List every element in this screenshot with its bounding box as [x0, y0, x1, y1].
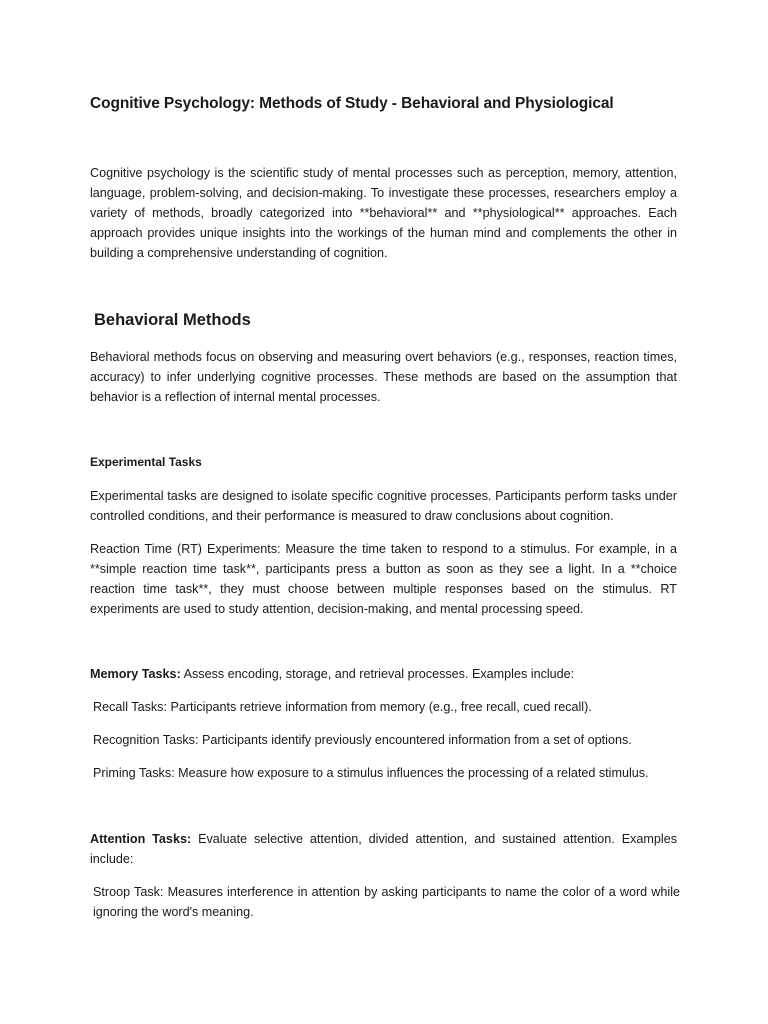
behavioral-intro-paragraph: Behavioral methods focus on observing and measuring overt behaviors (e.g., responses, reaction times, accuracy) to infer underlying cognitive processes. These methods are based on the assumption that behavior is a reflection of internal mental processes. — [90, 350, 677, 404]
list-item-priming-tasks: Priming Tasks: Measure how exposure to a stimulus influences the processing of a related stimulus. — [93, 766, 649, 780]
list-item-recognition-tasks: Recognition Tasks: Participants identify previously encountered information from a set of options. — [93, 733, 632, 747]
document-title: Cognitive Psychology: Methods of Study - Behavioral and Physiological — [90, 95, 614, 112]
behavioral-methods-heading: Behavioral Methods — [94, 311, 251, 329]
memory-tasks-paragraph — [90, 664, 677, 684]
experimental-tasks-heading: Experimental Tasks — [90, 455, 202, 469]
attention-tasks-text: Evaluate selective attention, divided attention, and sustained attention. Examples include: — [90, 832, 677, 866]
list-item-recall-tasks: Recall Tasks: Participants retrieve information from memory (e.g., free recall, cued recall). — [93, 700, 592, 714]
attention-tasks-label: Attention Tasks: — [90, 832, 192, 846]
attention-tasks-paragraph — [90, 829, 677, 869]
memory-tasks-label: Memory Tasks: — [90, 667, 181, 681]
memory-tasks-text: Assess encoding, storage, and retrieval processes. Examples include: — [180, 667, 575, 681]
list-item-stroop-task: Stroop Task: Measures interference in attention by asking participants to name the color of a word while ignoring the word's meaning. — [93, 885, 680, 919]
intro-paragraph: Cognitive psychology is the scientific study of mental processes such as perception, memory, attention, language, problem-solving, and decision-making. To investigate these processes, researchers employ a variety of methods, broadly categorized into **behavioral** and **physiological** approaches. Each approach provides unique insights into the workings of the human mind and complements the other in building a comprehensive understanding of cognition. — [90, 166, 677, 260]
reaction-time-paragraph: Reaction Time (RT) Experiments: Measure the time taken to respond to a stimulus. For example, in a **simple reaction time task**, participants press a button as soon as they see a light. In a **choice reaction time task**, they must choose between multiple responses based on the stimulus. RT experiments are used to study attention, decision-making, and mental processing speed. — [90, 542, 677, 616]
experimental-tasks-paragraph: Experimental tasks are designed to isolate specific cognitive processes. Participants perform tasks under controlled conditions, and their performance is measured to draw conclusions about cognition. — [90, 489, 677, 523]
